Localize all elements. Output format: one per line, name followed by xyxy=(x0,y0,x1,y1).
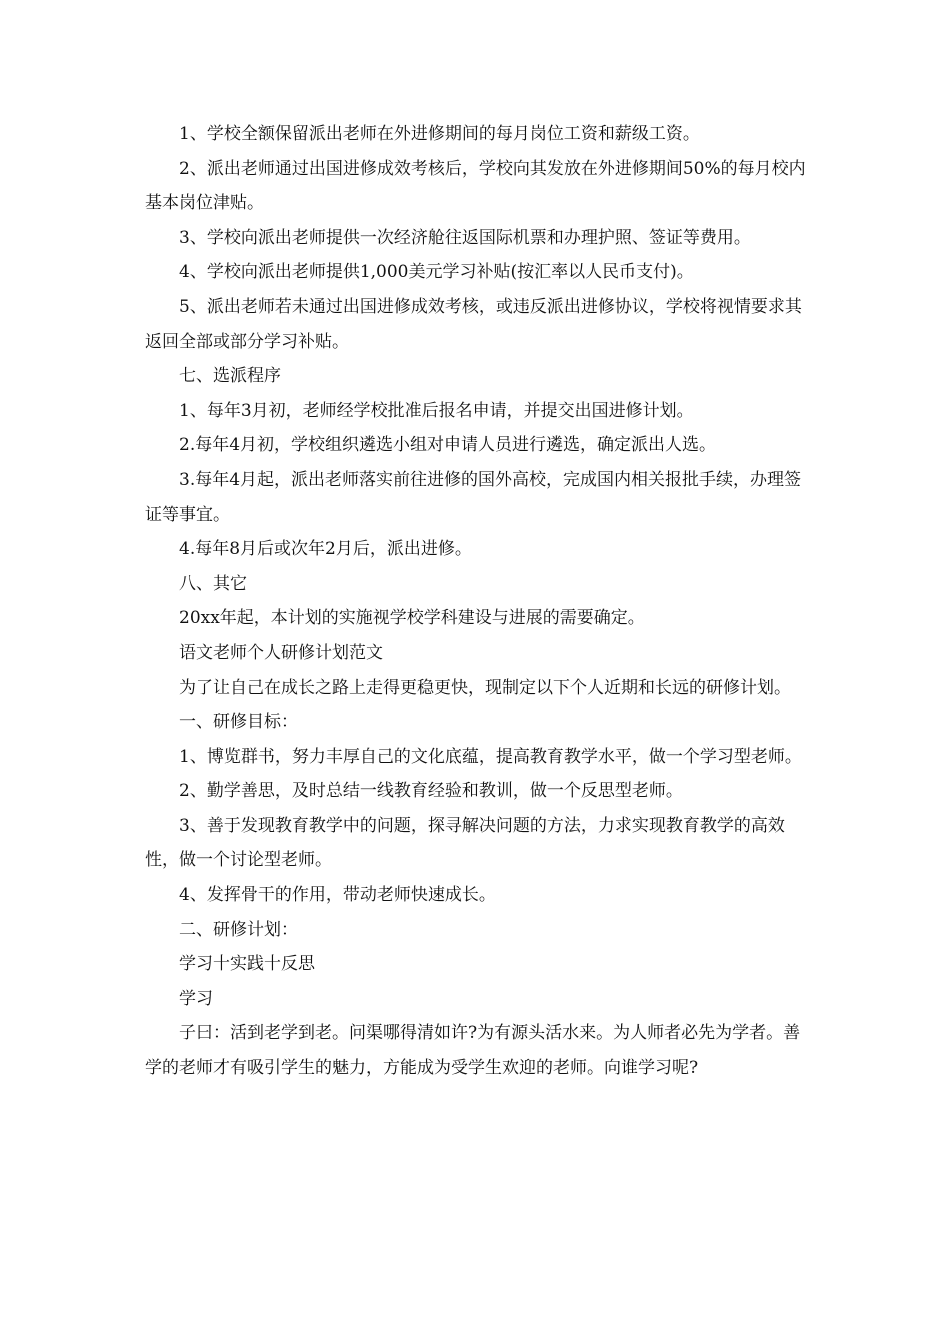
section-heading: 七、选派程序 xyxy=(179,366,281,387)
paragraph: 3、学校向派出老师提供一次经济舱往返国际机票和办理护照、签证等费用。 xyxy=(179,227,751,248)
paragraph: 2.每年4月初，学校组织遴选小组对申请人员进行遴选，确定派出人选。 xyxy=(179,435,717,456)
document-title: 语文老师个人研修计划范文 xyxy=(179,642,383,663)
paragraph: 20xx年起，本计划的实施视学校学科建设与进展的需要确定。 xyxy=(179,608,645,629)
subsection-heading: 学习 xyxy=(179,988,213,1009)
paragraph: 4、学校向派出老师提供1,000美元学习补贴(按汇率以人民币支付)。 xyxy=(179,262,694,283)
paragraph: 3、善于发现教育教学中的问题，探寻解决问题的方法，力求实现教育教学的高效性，做一个讨论型老师。 xyxy=(145,815,785,871)
paragraph: 1、博览群书，努力丰厚自己的文化底蕴，提高教育教学水平，做一个学习型老师。 xyxy=(179,746,802,767)
document-body xyxy=(145,117,810,1086)
paragraph: 学习十实践十反思 xyxy=(179,954,315,975)
paragraph: 子曰：活到老学到老。问渠哪得清如许?为有源头活水来。为人师者必先为学者。善学的老师才有吸引学生的魅力，方能成为受学生欢迎的老师。向谁学习呢? xyxy=(145,1023,801,1079)
paragraph: 1、学校全额保留派出老师在外进修期间的每月岗位工资和薪级工资。 xyxy=(179,124,700,144)
paragraph: 4、发挥骨干的作用，带动老师快速成长。 xyxy=(179,885,496,906)
paragraph: 4.每年8月后或次年2月后，派出进修。 xyxy=(179,539,472,560)
section-heading: 一、研修目标： xyxy=(179,712,298,733)
paragraph: 3.每年4月起，派出老师落实前往进修的国外高校，完成国内相关报批手续，办理签证等事宜。 xyxy=(145,469,802,525)
paragraph: 2、派出老师通过出国进修成效考核后，学校向其发放在外进修期间50%的每月校内基本岗位津贴。 xyxy=(145,158,806,214)
paragraph: 为了让自己在成长之路上走得更稳更快，现制定以下个人近期和长远的研修计划。 xyxy=(179,677,791,698)
paragraph: 1、每年3月初，老师经学校批准后报名申请，并提交出国进修计划。 xyxy=(179,400,694,421)
paragraph: 2、勤学善思，及时总结一线教育经验和教训，做一个反思型老师。 xyxy=(179,781,683,802)
section-heading: 二、研修计划： xyxy=(179,919,298,940)
section-heading: 八、其它 xyxy=(179,573,247,594)
paragraph: 5、派出老师若未通过出国进修成效考核，或违反派出进修协议，学校将视情要求其返回全部或部分学习补贴。 xyxy=(145,296,802,352)
